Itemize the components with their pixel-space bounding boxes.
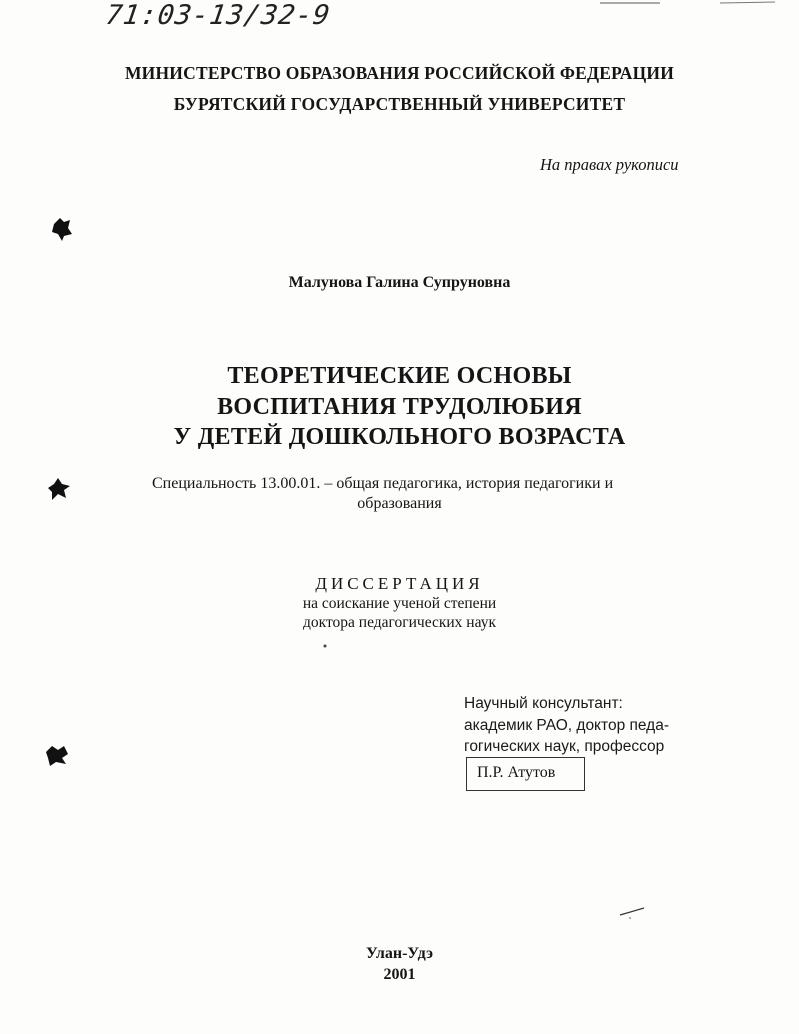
scan-dot (322, 643, 328, 649)
specialty-line-1: Специальность 13.00.01. – общая педагогика, история педагогики и (152, 475, 614, 492)
scan-mark-top-right (600, 0, 780, 10)
title-line-1: ТЕОРЕТИЧЕСКИЕ ОСНОВЫ (227, 363, 572, 389)
binding-hole-mark-3 (44, 744, 70, 768)
consultant-title-line-1: академик РАО, доктор педа- (464, 717, 669, 734)
consultant-label: Научный консультант: (464, 695, 623, 712)
manuscript-rights-note: На правах рукописи (540, 155, 679, 174)
advisor-name: П.Р. Атутов (477, 764, 556, 781)
author-name: Малунова Галина Супруновна (288, 274, 511, 291)
ministry-heading: МИНИСТЕРСТВО ОБРАЗОВАНИЯ РОССИЙСКОЙ ФЕДЕРАЦИИ (124, 63, 675, 83)
archive-code-handwritten: 71:03-13/32-9 (103, 0, 333, 31)
title-line-3: У ДЕТЕЙ ДОШКОЛЬНОГО ВОЗРАСТА (173, 424, 626, 450)
university-heading: БУРЯТСКИЙ ГОСУДАРСТВЕННЫЙ УНИВЕРСИТЕТ (173, 94, 626, 114)
scan-stroke-mark (618, 905, 648, 919)
degree-line-2: доктора педагогических наук (303, 614, 496, 631)
city: Улан-Удэ (365, 945, 434, 962)
consultant-title-line-2: гогических наук, профессор (464, 738, 665, 755)
specialty-line-2: образования (357, 495, 442, 512)
binding-hole-mark-1 (50, 216, 74, 242)
year: 2001 (383, 966, 416, 983)
dissertation-label: ДИССЕРТАЦИЯ (315, 574, 484, 593)
degree-line-1: на соискание ученой степени (302, 595, 497, 612)
title-line-2: ВОСПИТАНИЯ ТРУДОЛЮБИЯ (217, 394, 582, 420)
